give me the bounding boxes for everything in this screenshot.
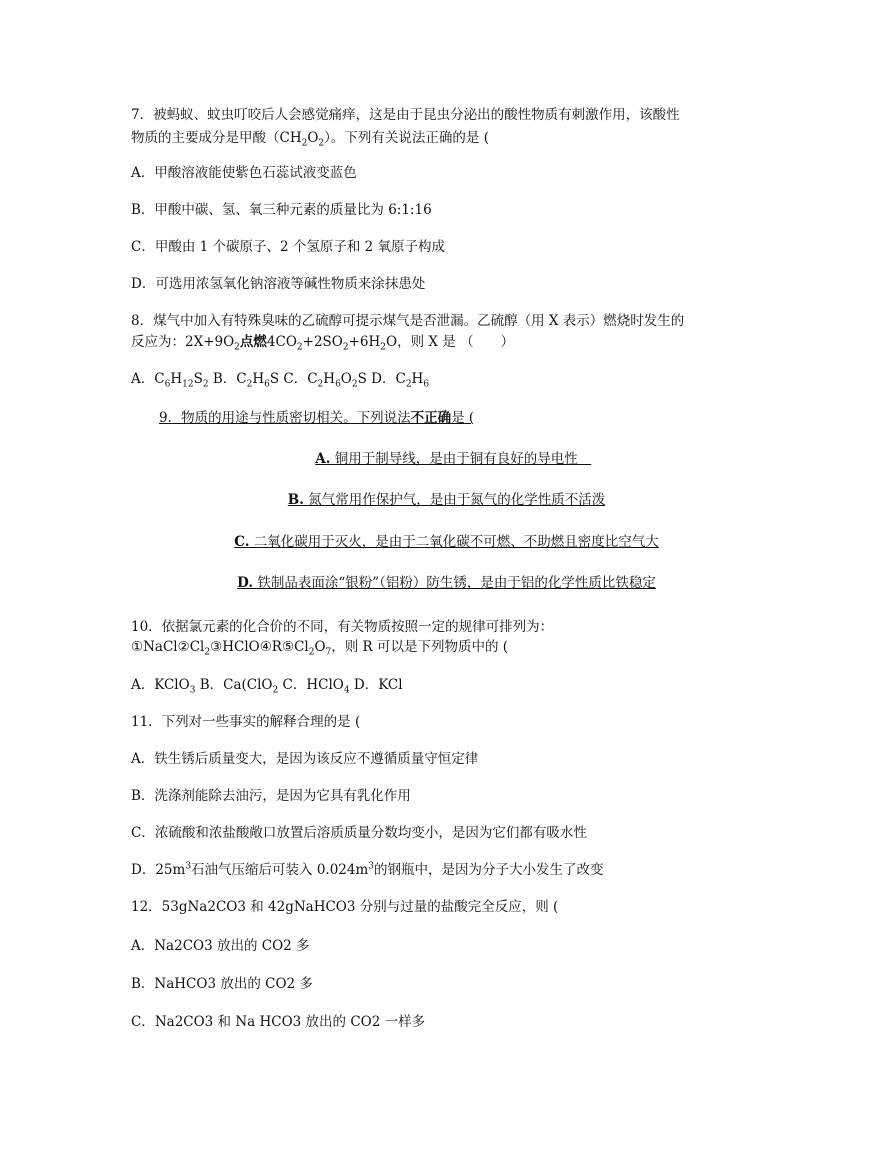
q7-option-b: B．甲酸中碳、氢、氧三种元素的质量比为 6:1:16 [131,202,432,218]
q11-option-d: D．$25m^3$石油气压缩后可装入 $0.024m^3$的钢瓶中，是因为分子大小发生了改变 [131,861,604,878]
q12-stem: 12．53gNa2CO3 和 42gNaHCO3 分别与过量的盐酸完全反应，则 ( [131,899,559,915]
q8-stem-line2: 反应为：$2X+9O_2$点燃$4CO_2+2SO_2+6H_2O$，则 X 是 （ ） [131,334,515,353]
q9-option-d: D. 铁制品表面涂“银粉”（铝粉）防生锈，是由于铝的化学性质比铁稳定 [237,575,656,591]
q10-stem-line2: $①NaCl②Cl_2③HClO④R⑤Cl_2O_7$，则 R 可以是下列物质中的 ( [131,639,509,658]
q7-option-d: D．可选用浓氢氧化钠溶液等碱性物质来涂抹患处 [131,276,426,292]
q7-stem-line1: 7．被蚂蚁、蚊虫叮咬后人会感觉痛痒，这是由于昆虫分泌出的酸性物质有刺激作用，该酸性 [131,107,680,123]
q11-option-a: A．铁生锈后质量变大，是因为该反应不遵循质量守恒定律 [131,751,479,767]
q7-option-a: A．甲酸溶液能使紫色石蕊试液变蓝色 [131,165,357,181]
q10-options: A．KClO$_3$ B．Ca(ClO$_2$ C．HClO$_4$ D．KCl [131,677,403,696]
q8-stem-line1: 8．煤气中加入有特殊臭味的乙硫醇可提示煤气是否泄漏。乙硫醇（用 X 表示）燃烧时发生的 [131,313,685,329]
q9-option-b: B. 氮气常用作保护气，是由于氮气的化学性质不活泼 [287,492,606,508]
q11-option-c: C．浓硫酸和浓盐酸敞口放置后溶质质量分数均变小，是因为它们都有吸水性 [131,825,587,841]
q12-option-b: B．NaHCO3 放出的 CO2 多 [131,976,313,992]
q9-option-a: A. 铜用于制导线，是由于铜有良好的导电性 [315,451,592,467]
q7-option-c: C．甲酸由 1 个碳原子、2 个氢原子和 2 氧原子构成 [131,239,446,255]
q12-option-c: C．Na2CO3 和 Na HCO3 放出的 CO2 一样多 [131,1014,426,1030]
q12-option-a: A．Na2CO3 放出的 CO2 多 [131,938,310,954]
q11-option-b: B．洗涤剂能除去油污，是因为它具有乳化作用 [131,788,411,804]
q11-stem: 11．下列对一些事实的解释合理的是 ( [131,714,361,730]
q10-stem-line1: 10．依据氯元素的化合价的不同，有关物质按照一定的规律可排列为： [131,619,554,635]
q9-option-c: C. 二氧化碳用于灭火，是由于二氧化碳不可燃、不助燃且密度比空气大 [234,534,659,550]
q7-stem-line2: 物质的主要成分是甲酸$(CH_2O_2)$。下列有关说法正确的是 ( [131,130,489,149]
q9-stem: 9．物质的用途与性质密切相关。下列说法不正确是 ( [159,410,475,426]
ignite-condition: 点燃 [239,334,267,350]
q9-stem-emphasis: 不正确 [410,410,452,426]
q8-options: A．$C_6H_{12}S_2$ B．$C_2H_6S$ C．$C_2H_6O_2S$ D．$C_2H_6$ [131,371,430,390]
